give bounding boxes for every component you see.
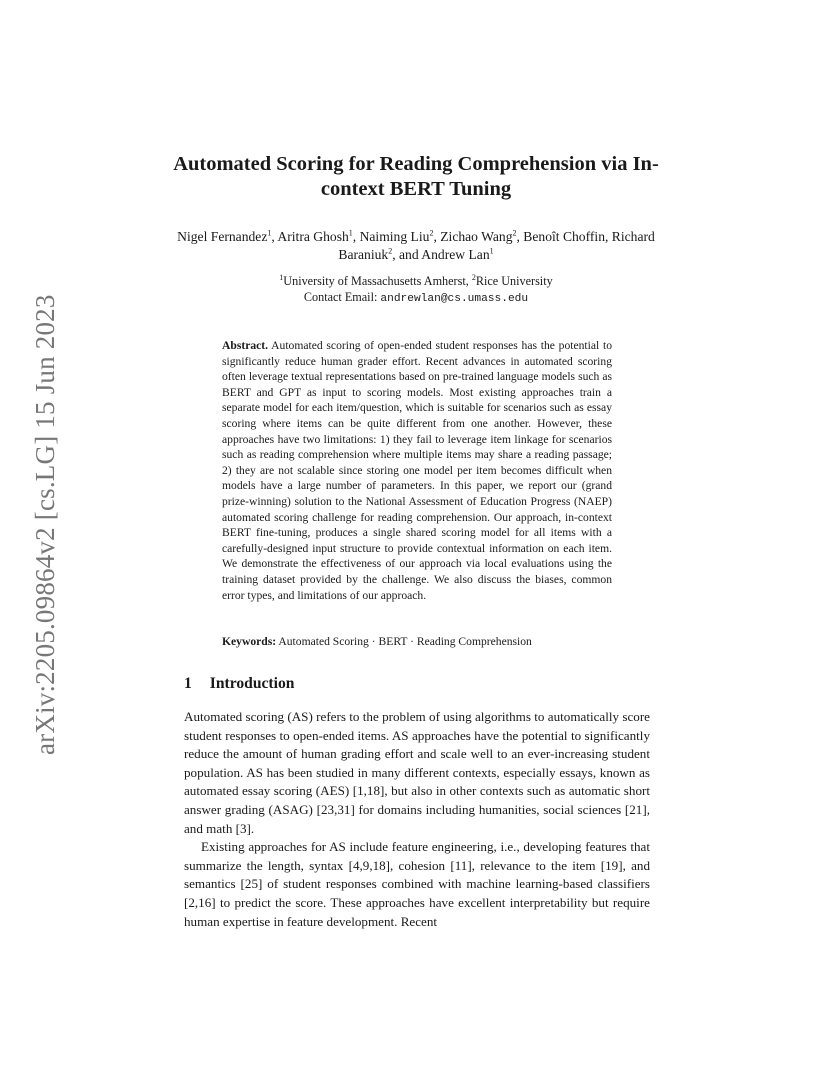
keywords: [222, 634, 612, 650]
keywords-text: Automated Scoring · BERT · Reading Comprehension: [278, 635, 532, 648]
arxiv-identifier: arXiv:2205.09864v2 [cs.LG] 15 Jun 2023: [30, 294, 60, 756]
introduction-body: [184, 708, 650, 931]
abstract-label: Abstract.: [222, 339, 269, 352]
affiliations: [150, 273, 682, 307]
paragraph-2: Existing approaches for AS include feature engineering, i.e., developing features that summarize the length, syntax [4,9,18], cohesion [11], relevance to the item [19], and semantics [25] of student responses combined with machine learning-based classifiers [2,16] to predict the score. These approaches have excellent interpretability but require human expertise in feature development. Recent: [184, 839, 650, 929]
section-number: 1: [184, 675, 192, 692]
abstract-text: Automated scoring of open-ended student responses has the potential to significantly reduce human grader effort. Recent advances in automated scoring often leverage textual representations based on pre-trained language models such as BERT and GPT as input to scoring models. Most existing approaches train a separate model for each item/question, which is suitable for scenarios such as essay scoring where items can be quite different from one another. However, these approaches have two limitations: 1) they fail to leverage item linkage for scenarios such as reading comprehension where multiple items may share a reading passage; 2) they are not scalable since storing one model per item becomes difficult when models have a large number of parameters. In this paper, we report our (grand prize-winning) solution to the National Assessment of Education Progress (NAEP) automated scoring challenge for reading comprehension. Our approach, in-context BERT fine-tuning, produces a single shared scoring model for all items with a carefully-designed input structure to provide contextual information on each item. We demonstrate the effectiveness of our approach via local evaluations using the training dataset provided by the challenge. We also discuss the biases, common error types, and limitations of our approach.: [222, 339, 612, 602]
abstract: [222, 338, 612, 603]
contact-label: Contact Email:: [303, 290, 378, 304]
contact-line: [150, 289, 682, 307]
section-title: Introduction: [209, 675, 295, 692]
author-list: Nigel Fernandez$^1$, Aritra Ghosh$^1$, Naiming Liu$^2$, Zichao Wang$^2$, Benoît Choffin, Richard Baraniuk$^2$, and Andrew Lan$^1$: [177, 228, 655, 262]
affiliation-line: $^1$University of Massachusetts Amherst, $^2$Rice University: [279, 272, 553, 288]
keywords-label: Keywords:: [222, 635, 277, 648]
contact-email: andrewlan@cs.umass.edu: [380, 293, 529, 305]
section-heading: [184, 674, 294, 694]
paper-title: Automated Scoring for Reading Comprehension via In-context BERT Tuning: [173, 153, 659, 200]
paragraph-1: Automated scoring (AS) refers to the problem of using algorithms to automatically score student responses to open-ended items. AS approaches have the potential to significantly reduce the amount of human grading effort and scale well to an ever-increasing student population. AS has been studied in many different contexts, especially essays, known as automated essay scoring (AES) [1,18], but also in other contexts such as automatic short answer grading (ASAG) [23,31] for domains including humanities, social sciences [21], and math [3].: [184, 709, 650, 836]
